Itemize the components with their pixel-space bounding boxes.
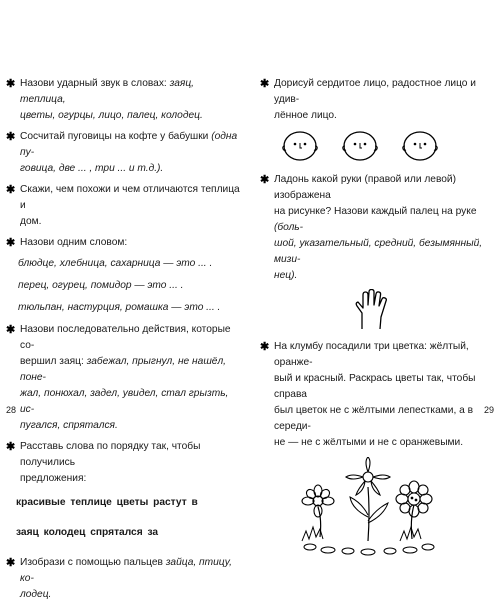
task-line: не — не с жёлтыми и не с оранжевыми. [274, 437, 464, 448]
star-bullet-icon: ✱ [260, 341, 270, 353]
task-line: шой, указательный, средний, безымянный, мизи- [274, 238, 483, 265]
task-line: был цветок не с жёлтыми лепестками, а в середи- [274, 405, 474, 432]
task-stress [6, 76, 240, 124]
star-bullet-icon: ✱ [6, 131, 16, 143]
task-line: лённое лицо. [274, 110, 337, 121]
task-hand [260, 172, 488, 284]
right-page [250, 0, 500, 500]
task-line: дом. [20, 216, 42, 227]
task-word-order [6, 439, 240, 487]
star-bullet-icon: ✱ [6, 324, 16, 336]
task-line: Ладонь какой руки (правой или левой) изображена [274, 174, 456, 201]
task-line: вершил заяц: забежал, прыгнул, не нашёл, поне- [20, 356, 227, 383]
task-line: предложения: [20, 473, 87, 484]
left-page [0, 0, 250, 600]
left-column [6, 76, 240, 608]
face-icon [282, 130, 318, 162]
task-line: На клумбу посадили три цветка: жёлтый, оранже- [274, 341, 469, 368]
task-line: Изобрази с помощью пальцев зайца, птицу, ко- [20, 557, 232, 584]
star-bullet-icon: ✱ [6, 237, 16, 249]
one-word-item: блюдце, хлебница, сахарница — это ... . [18, 258, 213, 269]
star-bullet-icon: ✱ [6, 78, 16, 90]
star-bullet-icon: ✱ [260, 78, 270, 90]
faces-illustration [282, 130, 488, 162]
star-bullet-icon: ✱ [6, 184, 16, 196]
task-compare [6, 182, 240, 230]
task-one-word [6, 235, 240, 251]
task-line: жал, понюхал, задел, увидел, стал грызть, ис- [20, 388, 229, 415]
task-line: Назови ударный звук в словах: заяц, теплица, [20, 78, 194, 105]
task-line: на рисунке? Назови каждый палец на руке (боль- [274, 206, 477, 233]
task-line: Расставь слова по порядку так, чтобы получились [20, 441, 201, 468]
star-bullet-icon: ✱ [260, 174, 270, 186]
face-icon [342, 130, 378, 162]
task-line: Сосчитай пуговицы на кофте у бабушки (одна пу- [20, 131, 238, 158]
task-hare-actions [6, 322, 240, 434]
task-line: лодец. [20, 589, 52, 600]
star-bullet-icon: ✱ [6, 441, 16, 453]
task-line: нец). [274, 270, 298, 281]
face-icon [402, 130, 438, 162]
task-line: Назови последовательно действия, которые со- [20, 324, 231, 351]
word-row: заяц колодец спрятался за [16, 527, 159, 538]
star-bullet-icon: ✱ [6, 557, 16, 569]
task-faces [260, 76, 488, 124]
right-column [260, 76, 488, 557]
task-line: вый и красный. Раскрась цветы так, чтобы справа [274, 373, 476, 400]
one-word-item: тюльпан, настурция, ромашка — это ... . [18, 302, 221, 313]
hand-icon [352, 289, 392, 331]
page-number: 29 [483, 405, 494, 415]
task-line: Дорисуй сердитое лицо, радостное лицо и удив- [274, 78, 476, 105]
task-line: цветы, огурцы, лицо, палец, колодец. [20, 110, 203, 121]
task-line: Назови одним словом: [20, 237, 128, 248]
page-number: 28 [6, 405, 17, 415]
task-fingers [6, 555, 240, 603]
hand-illustration [352, 289, 488, 331]
one-word-item: перец, огурец, помидор — это ... . [18, 280, 184, 291]
word-row: красивые теплице цветы растут в [16, 497, 198, 508]
flowerbed-illustration [280, 457, 488, 557]
task-line: Скажи, чем похожи и чем отличаются теплица и [20, 184, 240, 211]
task-line: говица, две ... , три ... и т.д.). [20, 163, 164, 174]
task-buttons [6, 129, 240, 177]
task-flowers [260, 339, 488, 451]
task-line: пугался, спрятался. [20, 420, 118, 431]
flowerbed-icon [280, 457, 460, 557]
